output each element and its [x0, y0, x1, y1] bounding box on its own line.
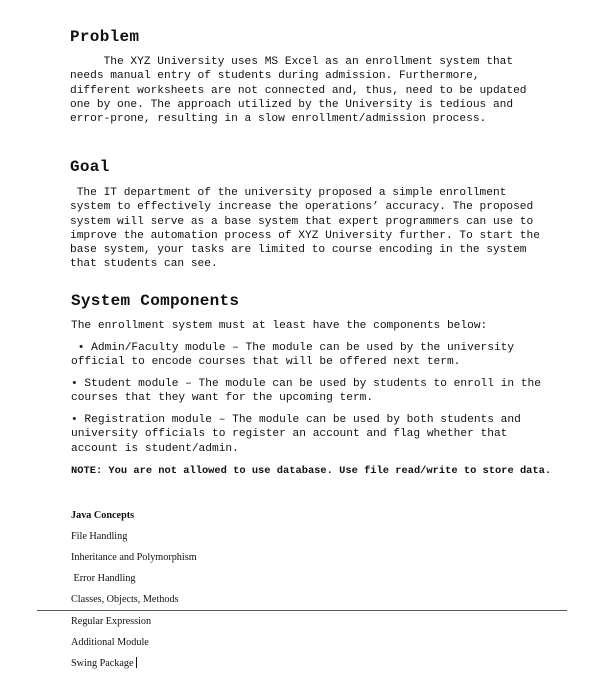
java-item-swing-row — [71, 657, 137, 670]
components-heading: System Components — [71, 292, 240, 310]
component-item-student: • Student module – The module can be used by students to enroll in the courses that they want for the upcoming term. — [71, 378, 541, 405]
text-cursor — [136, 657, 137, 668]
component-item-registration: • Registration module – The module can be used by both students and university officials to register an account and flag whether that account is student/admin. — [71, 414, 521, 455]
java-concepts-heading: Java Concepts — [71, 510, 135, 521]
java-item-classes: Classes, Objects, Methods — [71, 594, 179, 605]
problem-heading: Problem — [70, 28, 140, 46]
java-item-inheritance: Inheritance and Polymorphism — [71, 552, 197, 563]
java-item-additional-module: Additional Module — [71, 637, 149, 648]
java-item-error-handling: Error Handling — [71, 573, 136, 584]
note-text: NOTE: You are not allowed to use database. Use file read/write to store data. — [71, 465, 552, 477]
java-item-regex: Regular Expression — [71, 616, 152, 627]
horizontal-divider — [37, 610, 567, 611]
component-item-admin: • Admin/Faculty module – The module can be used by the university official to encode courses that will be offered next term. — [71, 342, 515, 369]
java-item-swing: Swing Package — [71, 658, 134, 669]
problem-paragraph: The XYZ University uses MS Excel as an enrollment system that needs manual entry of students during admission. Furthermore, different worksheets are not connected and, thus, need to be updated one by one. The approach utilized by the University is tedious and error-prone, resulting in a slow enrollment/admission process. — [70, 56, 527, 126]
java-item-file-handling: File Handling — [71, 531, 128, 542]
goal-heading: Goal — [70, 158, 110, 176]
goal-paragraph: The IT department of the university proposed a simple enrollment system to effectively increase the operations’ accuracy. The proposed system will serve as a base system that expert programmers can use to improve the automation process of XYZ University further. To start the base system, your tasks are limited to course encoding in the system that students can see. — [70, 187, 540, 271]
components-intro: The enrollment system must at least have the components below: — [71, 320, 488, 332]
